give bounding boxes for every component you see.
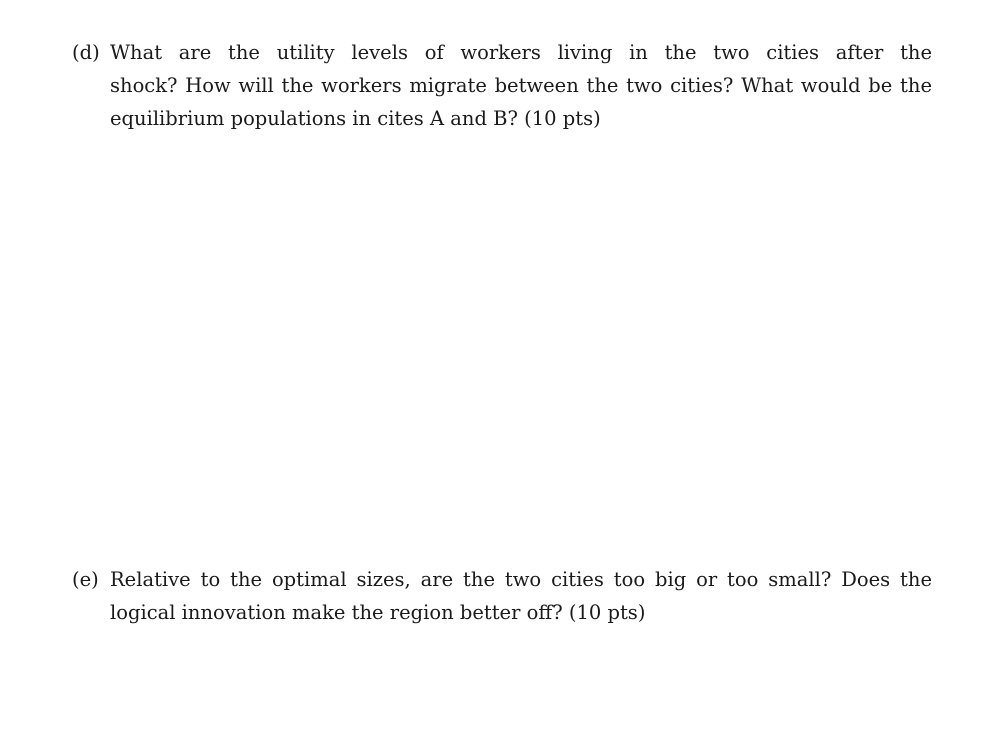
question-d-line-1: What are the utility levels of workers living in the two cities after the bbox=[110, 41, 932, 64]
question-d-line-3: equilibrium populations in cites A and B? (10 pts) bbox=[110, 107, 601, 130]
question-e-line-2: logical innovation make the region better off? (10 pts) bbox=[110, 601, 646, 624]
question-d-label: (d) bbox=[72, 41, 100, 64]
question-e-label: (e) bbox=[72, 568, 99, 591]
question-d bbox=[72, 36, 932, 135]
question-e bbox=[72, 563, 932, 629]
question-d-line-2: shock? How will the workers migrate between the two cities? What would be the bbox=[110, 74, 932, 97]
question-d-text bbox=[110, 36, 932, 135]
question-e-line-1: Relative to the optimal sizes, are the two cities too big or too small? Does the bbox=[110, 568, 932, 591]
question-e-text bbox=[110, 563, 932, 629]
